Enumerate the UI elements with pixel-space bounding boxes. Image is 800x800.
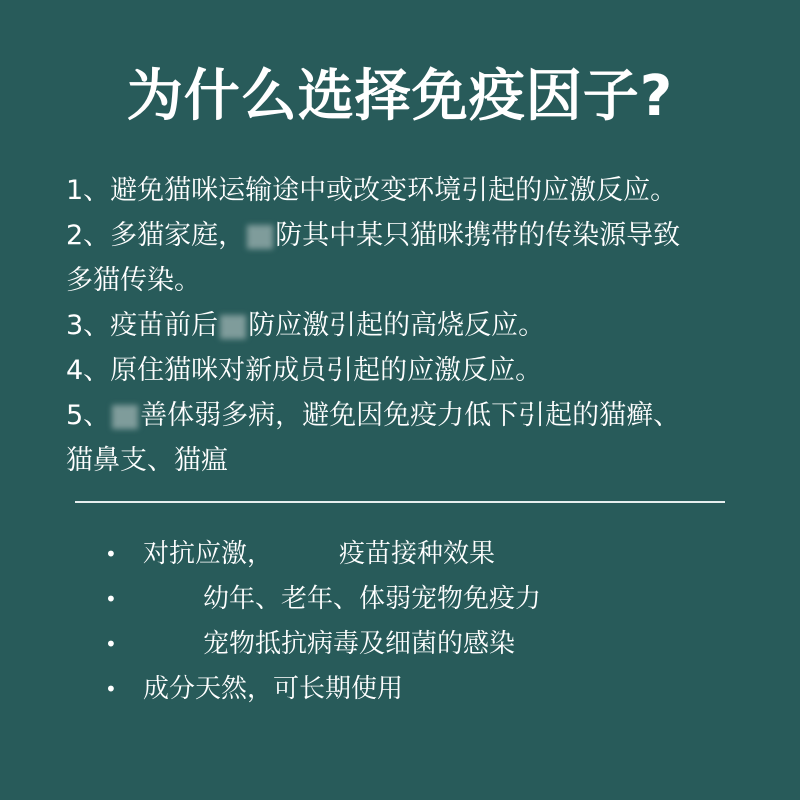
benefits-list (105, 532, 745, 712)
blurred-text (220, 315, 246, 339)
benefit-text: 宠物抵抗病毒及细菌的感染 (203, 629, 516, 659)
reason-5-number: 5、 (66, 400, 111, 431)
benefit-item (105, 622, 745, 667)
benefit-item (105, 577, 745, 622)
reason-3-text-start: 3、疫苗前后 (66, 310, 219, 341)
benefit-item (105, 667, 745, 712)
reason-3-text-end: 防应激引起的高烧反应。 (248, 310, 546, 341)
reason-1 (66, 168, 756, 213)
page-title: 为什么选择免疫因子? (126, 64, 674, 129)
reason-4 (66, 348, 756, 393)
bullet-icon: • (105, 587, 117, 611)
reason-2-text-wrap: 多猫传染。 (66, 265, 201, 296)
benefit-text: 幼年、老年、体弱宠物免疫力 (203, 584, 542, 614)
reason-5-continued (66, 438, 756, 483)
reason-3 (66, 303, 756, 348)
benefit-text: 成分天然，可长期使用 (143, 674, 404, 704)
reason-2-text-end: 防其中某只猫咪携带的传染源导致 (275, 220, 681, 251)
bullet-icon: • (105, 542, 117, 566)
reason-4-text: 4、原住猫咪对新成员引起的应激反应。 (66, 355, 543, 386)
reason-2-text-start: 2、多猫家庭， (66, 220, 246, 251)
reason-5-text-wrap: 猫鼻支、猫瘟 (66, 445, 228, 476)
reason-2 (66, 213, 756, 258)
blurred-text (112, 405, 138, 429)
divider (75, 501, 725, 503)
benefit-text: 对抗应激， (143, 539, 274, 569)
blurred-text (247, 225, 273, 249)
reasons-list (66, 168, 756, 483)
benefit-text: 疫苗接种效果 (339, 539, 496, 569)
bullet-icon: • (105, 632, 117, 656)
reason-1-text: 1、避免猫咪运输途中或改变环境引起的应激反应。 (66, 175, 678, 206)
reason-5 (66, 393, 756, 438)
benefit-item (105, 532, 745, 577)
bullet-icon: • (105, 677, 117, 701)
reason-5-text: 善体弱多病，避免因免疫力低下引起的猫癣、 (140, 400, 681, 431)
reason-2-continued (66, 258, 756, 303)
